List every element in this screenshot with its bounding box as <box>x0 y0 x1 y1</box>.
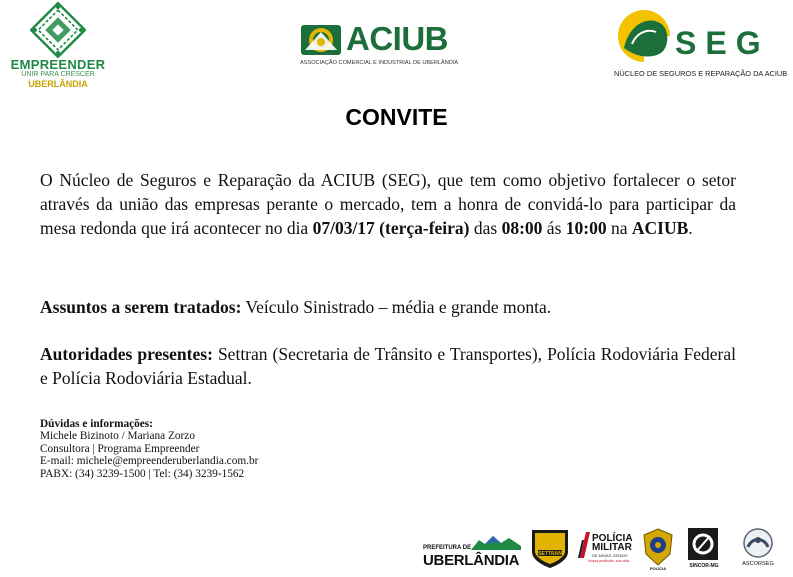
authorities-paragraph <box>40 342 736 390</box>
prf-label: POLÍCIA <box>649 566 667 571</box>
policia-militar-stripes-icon <box>578 532 592 558</box>
seg-name: SEG <box>675 25 770 61</box>
ascorseg-logo <box>737 524 779 572</box>
aciub-subtitle: ASSOCIAÇÃO COMERCIAL E INDUSTRIAL DE UBERLÂNDIA <box>300 60 459 66</box>
page-title: CONVITE <box>345 104 448 130</box>
prefeitura-emblem-icon <box>471 534 521 550</box>
contact-heading: Dúvidas e informações: <box>40 418 153 430</box>
authorities-value: Settran (Secretaria de Trânsito e Transportes), Polícia Rodoviária Federal e Polícia Rodoviária Estadual. <box>40 344 736 388</box>
empreender-logo <box>6 2 110 98</box>
ascorseg-emblem-icon <box>742 527 774 559</box>
empreender-emblem-icon <box>30 2 86 58</box>
empreender-city: UBERLÂNDIA <box>28 79 88 89</box>
prefeitura-logo <box>423 524 523 572</box>
intro-text: O Núcleo de Seguros e Reparação da ACIUB (SEG), que tem como objetivo fortalecer o setor através da união das empresas perante o mercado, tem a honra de convidá-lo para participar da mesa redonda que irá acontecer no dia <box>40 170 736 238</box>
pm-line1: POLÍCIA <box>592 533 633 544</box>
prf-logo <box>640 524 676 572</box>
pm-motto: Nossa profissão, sua vida. <box>588 559 631 563</box>
prefeitura-small: PREFEITURA DE <box>423 545 472 551</box>
policia-militar-logo <box>578 524 634 572</box>
empreender-tagline: UNIR PARA CRESCER <box>21 71 95 78</box>
sincor-emblem-icon <box>688 528 718 560</box>
prf-badge-icon <box>642 528 674 566</box>
seg-subtitle: NÚCLEO DE SEGUROS E REPARAÇÃO DA ACIUB <box>614 69 788 78</box>
authorities-label: Autoridades presentes: <box>40 344 213 364</box>
contact-names: Michele Bizinoto / Mariana Zorzo <box>40 430 195 443</box>
intro-das: das <box>473 218 498 238</box>
aciub-name: ACIUB <box>346 20 448 57</box>
settran-logo <box>530 524 570 572</box>
intro-as: ás <box>546 218 562 238</box>
prefeitura-city: UBERLÂNDIA <box>423 552 520 569</box>
ascorseg-label: ASCORSEG <box>742 561 774 567</box>
event-date: 07/03/17 (terça-feira) <box>312 218 470 238</box>
pm-line3: DE MINAS GERAIS <box>592 553 628 558</box>
sincor-logo <box>686 524 722 572</box>
aciub-emblem-icon <box>300 24 342 56</box>
contact-role: Consultora | Programa Empreender <box>40 442 200 455</box>
settran-label: SETTRAN <box>538 551 562 557</box>
seg-logo <box>612 6 792 84</box>
settran-shield-icon <box>530 528 570 570</box>
aciub-logo <box>298 20 459 72</box>
contact-email: E-mail: michele@empreenderuberlandia.com.br <box>40 455 259 468</box>
start-time: 08:00 <box>501 218 543 238</box>
contact-phones: PABX: (34) 3239-1500 | Tel: (34) 3239-1562 <box>40 467 245 480</box>
intro-na: na <box>610 218 628 238</box>
pm-line2: MILITAR <box>592 542 632 553</box>
contact-block <box>40 418 258 480</box>
end-time: 10:00 <box>565 218 607 238</box>
event-location: ACIUB <box>631 218 689 238</box>
invitation-paragraph <box>40 168 736 240</box>
sincor-label: SINCOR-MG <box>689 563 719 569</box>
subjects-paragraph <box>40 295 736 319</box>
seg-emblem-icon <box>614 8 674 64</box>
intro-end: . <box>688 218 693 238</box>
subjects-label: Assuntos a serem tratados: <box>40 297 242 317</box>
subjects-value: Veículo Sinistrado – média e grande monta. <box>245 297 552 317</box>
empreender-name: EMPREENDER <box>10 57 106 72</box>
